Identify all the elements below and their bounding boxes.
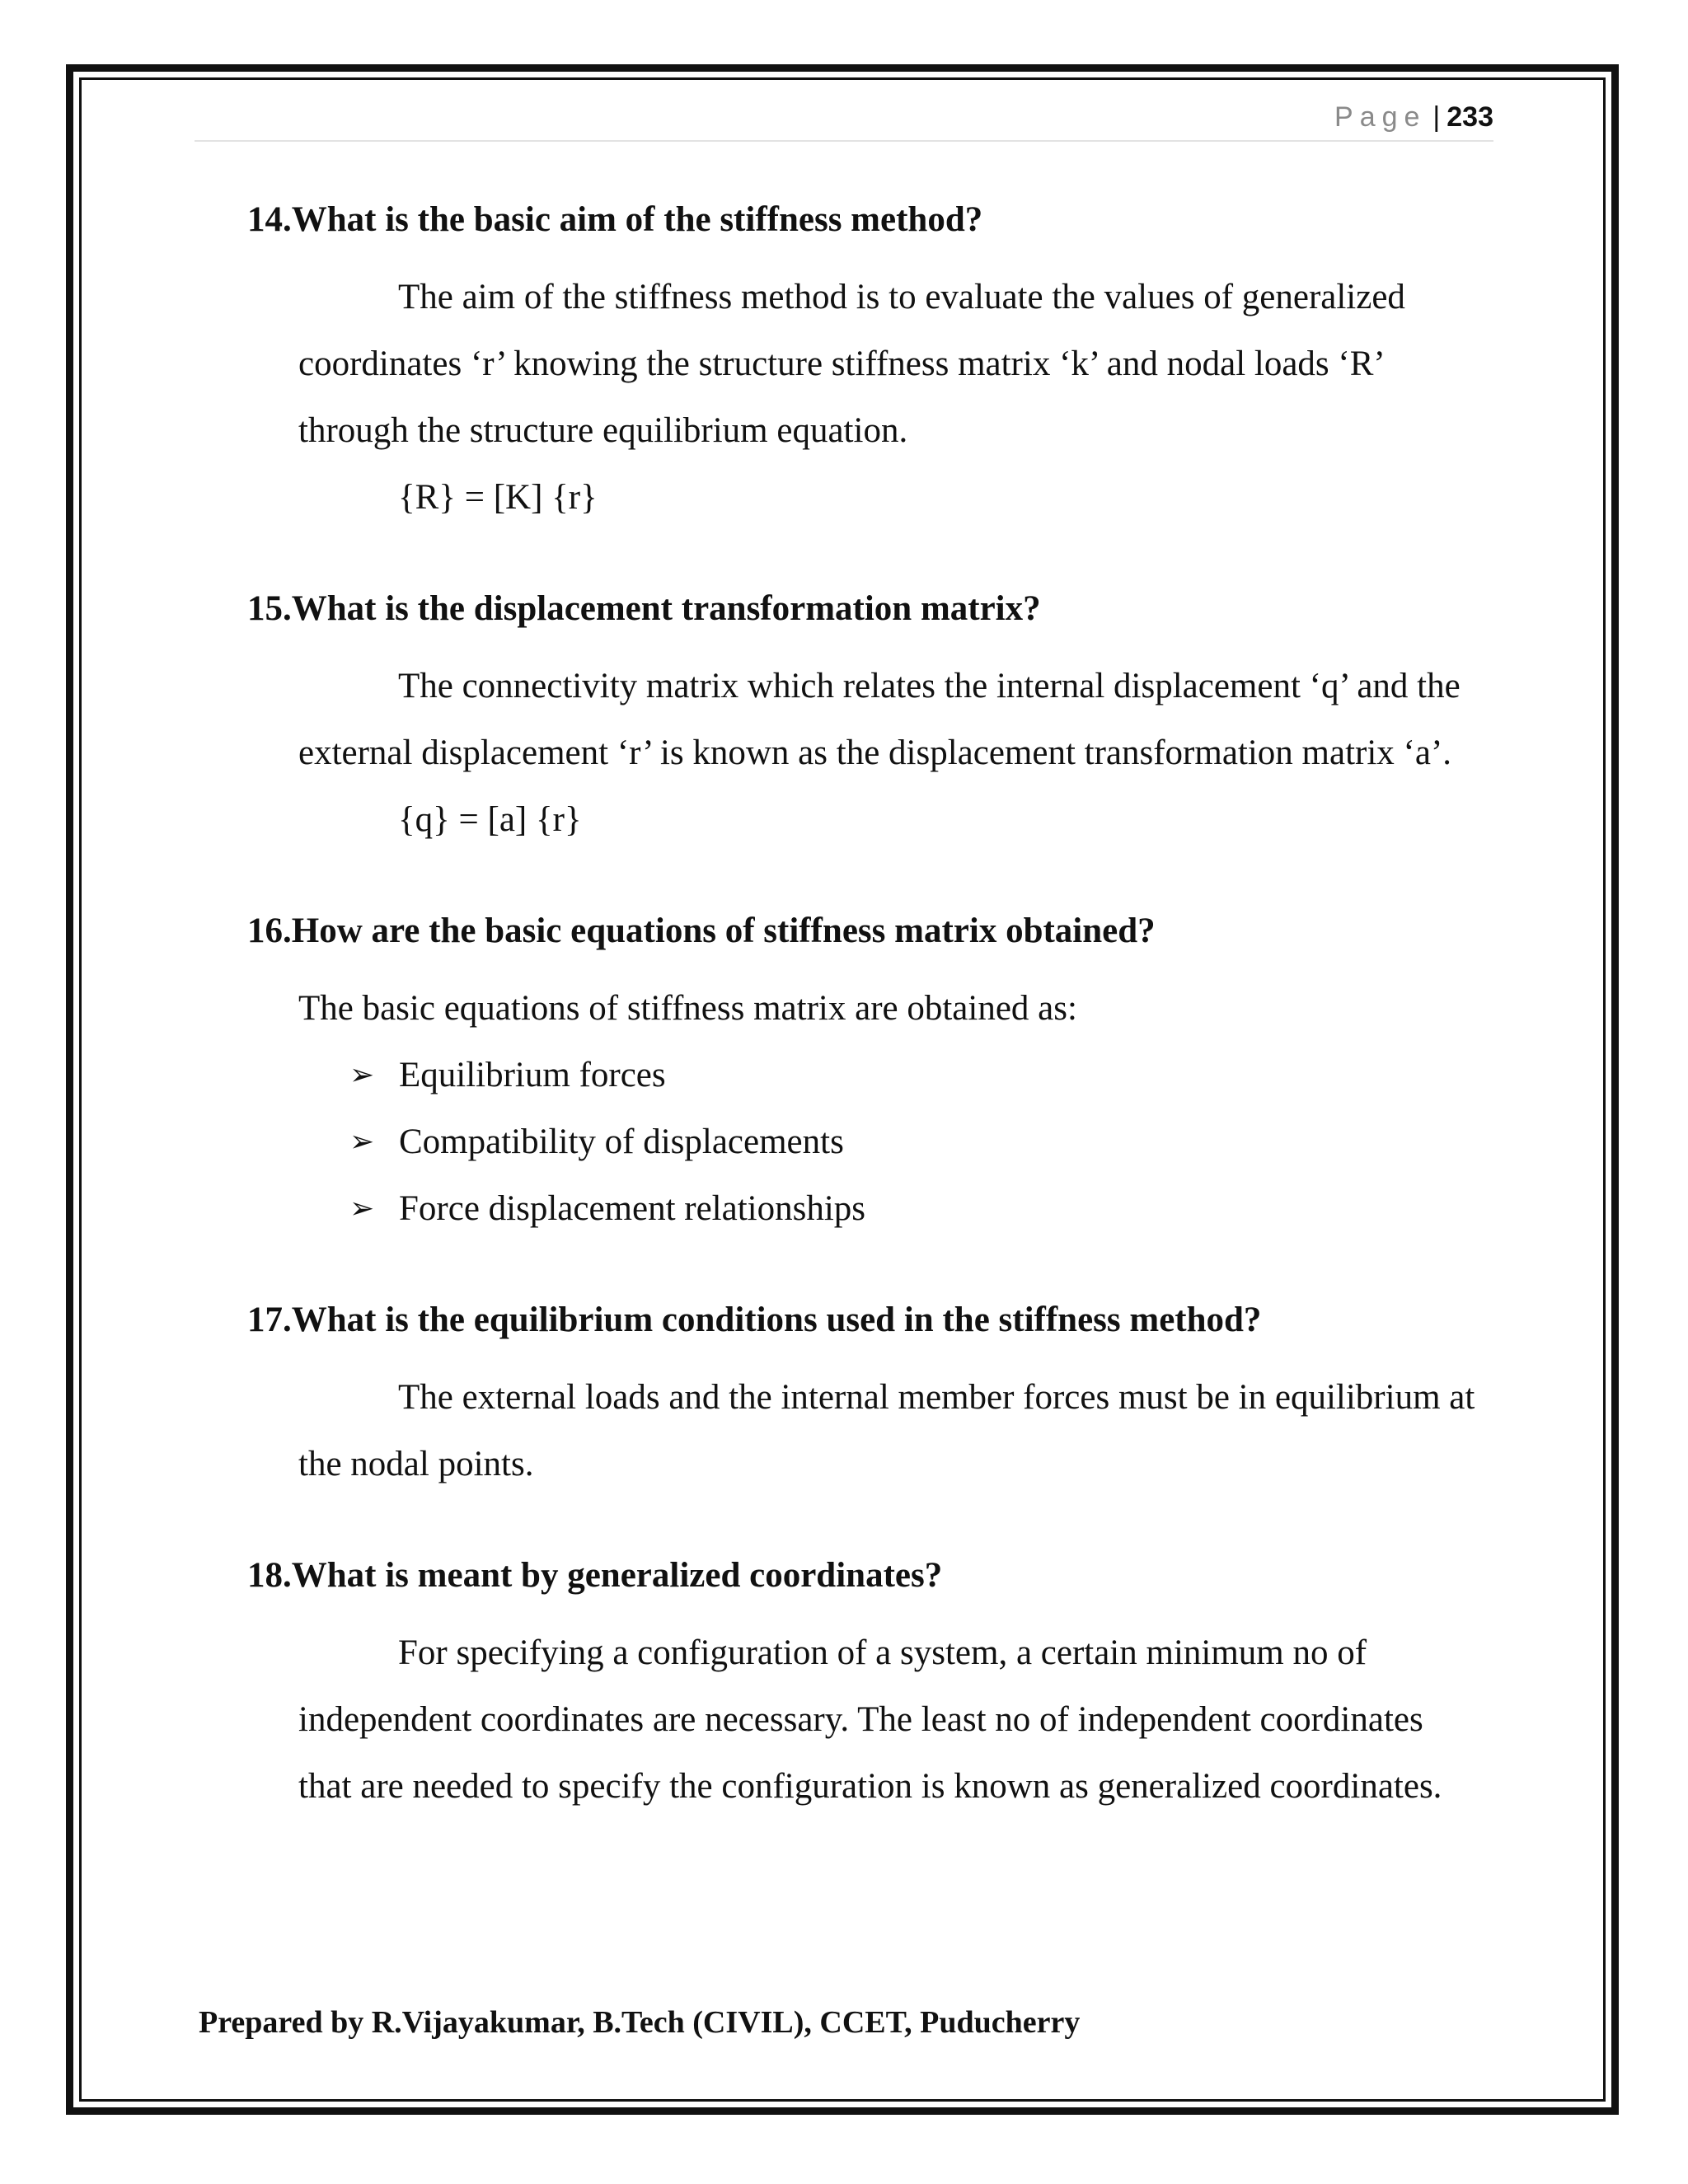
answer-paragraph: The connectivity matrix which relates the internal displacement ‘q’ and the external displacement ‘r’ is known as the displacement transformation matrix ‘a’.: [298, 667, 1461, 772]
question-text: What is the displacement transformation matrix?: [291, 589, 1041, 628]
page-number: 233: [1447, 101, 1493, 133]
question-heading: [247, 587, 1484, 631]
question-heading: [247, 909, 1484, 954]
list-item: [349, 1108, 1484, 1175]
equation: {q} = [a] {r}: [398, 800, 582, 839]
question-number: 16.: [247, 912, 292, 950]
question-text: What is the equilibrium conditions used in the stiffness method?: [291, 1301, 1262, 1339]
bullet-list: [247, 1042, 1484, 1242]
page-header: [195, 97, 1493, 142]
list-item: [349, 1042, 1484, 1108]
question-text: What is meant by generalized coordinates?: [291, 1556, 943, 1595]
answer-paragraph: The basic equations of stiffness matrix are obtained as:: [298, 989, 1077, 1028]
list-item-text: Equilibrium forces: [399, 1056, 666, 1094]
question-number: 17.: [247, 1301, 292, 1339]
question-number: 18.: [247, 1556, 292, 1595]
list-item: [349, 1175, 1484, 1242]
question-text: How are the basic equations of stiffness matrix obtained?: [291, 912, 1156, 950]
question-number: 14.: [247, 200, 292, 239]
answer-paragraph: The external loads and the internal member forces must be in equilibrium at the nodal points.: [298, 1378, 1475, 1483]
answer-paragraph: For specifying a configuration of a system, a certain minimum no of independent coordinates are necessary. The least no of independent coordinates that are needed to specify the configuration is known as generalized coordinates.: [298, 1633, 1442, 1806]
question-number: 15.: [247, 589, 292, 628]
question-heading: [247, 1554, 1484, 1598]
arrow-bullet-icon: ➢: [349, 1125, 375, 1159]
question-block-18: [247, 1554, 1484, 1820]
question-block-17: [247, 1298, 1484, 1497]
question-block-14: [247, 198, 1484, 531]
page-separator: |: [1432, 101, 1441, 133]
arrow-bullet-icon: ➢: [349, 1058, 375, 1092]
answer-paragraph: The aim of the stiffness method is to evaluate the values of generalized coordinates ‘r’ knowing the structure stiffness matrix ‘k’ and nodal loads ‘R’ through the structure equilibrium equation.: [298, 278, 1405, 450]
question-heading: [247, 198, 1484, 242]
page-footer: Prepared by R.Vijayakumar, B.Tech (CIVIL), CCET, Puducherry: [199, 2005, 1081, 2040]
list-item-text: Force displacement relationships: [399, 1189, 866, 1228]
equation: {R} = [K] {r}: [398, 478, 598, 517]
question-heading: [247, 1298, 1484, 1343]
question-block-16: [247, 909, 1484, 1242]
question-block-15: [247, 587, 1484, 853]
document-body: [247, 198, 1484, 1876]
question-text: What is the basic aim of the stiffness method?: [291, 200, 983, 239]
arrow-bullet-icon: ➢: [349, 1192, 375, 1226]
page-label: Page: [1334, 101, 1427, 133]
list-item-text: Compatibility of displacements: [399, 1122, 844, 1161]
